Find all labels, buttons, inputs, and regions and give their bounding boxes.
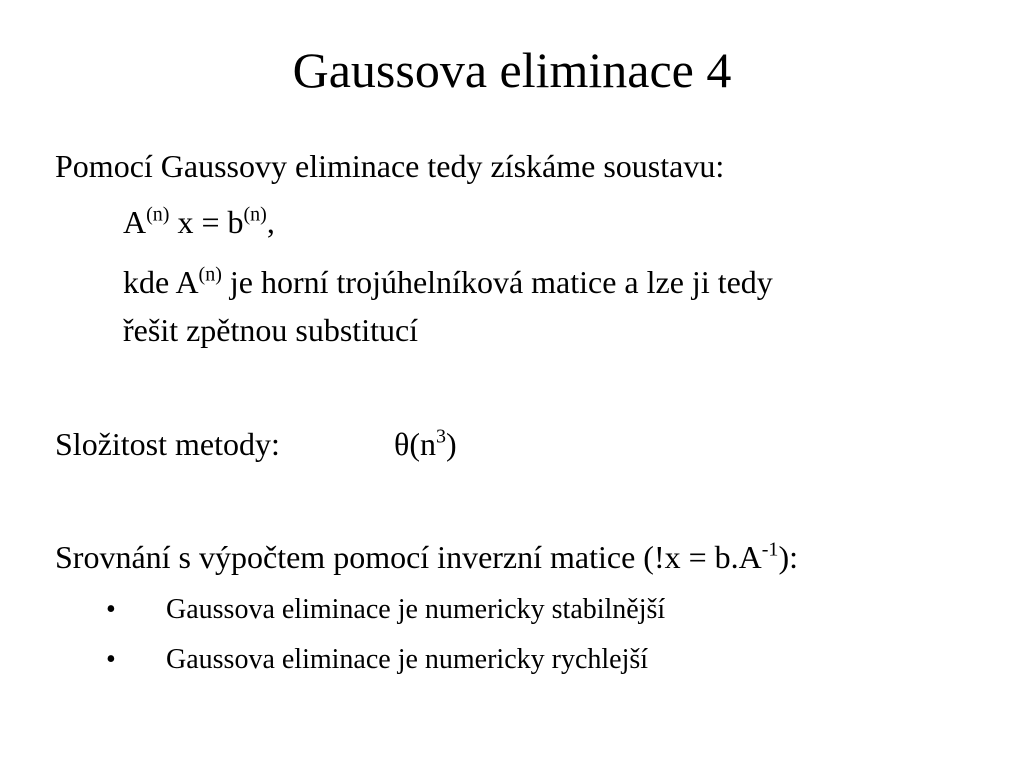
complexity-value-post: ) (445, 426, 457, 462)
equation-b-superscript: (n) (243, 203, 267, 226)
complexity-value-pre: (n (409, 426, 436, 462)
equation-end: , (266, 204, 275, 240)
bullet-item: Gaussova eliminace je numericky stabilnější (166, 594, 666, 625)
comparison-superscript: -1 (761, 538, 779, 561)
where-line-2: řešit zpětnou substitucí (123, 312, 419, 348)
complexity-value (394, 424, 457, 464)
complexity-exponent: 3 (435, 425, 446, 448)
where-superscript: (n) (198, 263, 222, 286)
where-post: je horní trojúhelníková matice a lze ji tedy (221, 264, 773, 300)
complexity-label: Složitost metody: (55, 426, 280, 462)
comparison-line (55, 537, 798, 577)
where-pre: kde A (123, 264, 199, 300)
bullet-icon: • (106, 644, 116, 675)
theta-symbol: θ (394, 426, 410, 462)
bullet-item: Gaussova eliminace je numericky rychlejší (166, 644, 649, 675)
intro-text: Pomocí Gaussovy eliminace tedy získáme soustavu: (55, 148, 725, 184)
slide-title: Gaussova eliminace 4 (292, 42, 732, 98)
comparison-post: ): (778, 539, 798, 575)
equation-a: A (123, 204, 147, 240)
equation-a-superscript: (n) (146, 203, 170, 226)
comparison-pre: Srovnání s výpočtem pomocí inverzní matice (!x = b.A (55, 539, 762, 575)
where-line (123, 262, 773, 302)
equation-line (123, 202, 275, 242)
equation-middle: x = b (169, 204, 244, 240)
bullet-icon: • (106, 594, 116, 625)
